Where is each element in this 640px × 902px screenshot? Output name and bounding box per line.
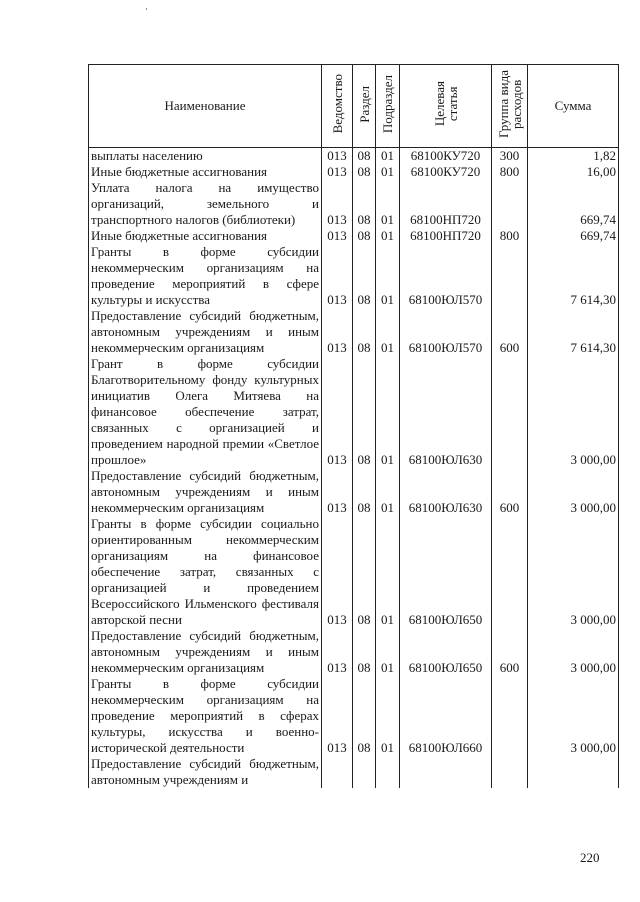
row-celevaya-cell: 68100ЮЛ660 [400,676,492,756]
table-row [89,628,619,676]
row-podrazdel-cell: 01 [376,148,400,165]
row-name-cell: Иные бюджетные ассигнования [89,164,322,180]
table-row [89,468,619,516]
row-podrazdel-cell: 01 [376,516,400,628]
row-razdel-cell: 08 [353,180,376,228]
row-summa-cell: 1,82 [528,148,619,165]
table-row [89,676,619,756]
row-name-cell: Уплата налога на имущество организаций, земельного и транспортного налогов (библиотеки) [89,180,322,228]
row-razdel-cell: 08 [353,244,376,308]
row-summa-cell: 3 000,00 [528,356,619,468]
row-celevaya-cell: 68100КУ720 [400,164,492,180]
page-number: 220 [580,850,600,865]
row-razdel-cell: 08 [353,164,376,180]
row-vedomstvo-cell: 013 [322,228,353,244]
row-celevaya-cell: 68100НП720 [400,228,492,244]
table-row [89,356,619,468]
row-gruppa-cell: 600 [492,308,528,356]
row-gruppa-cell: 800 [492,228,528,244]
row-vedomstvo-cell: 013 [322,308,353,356]
row-razdel-cell: 08 [353,628,376,676]
row-vedomstvo-cell: 013 [322,468,353,516]
row-summa-cell: 7 614,30 [528,244,619,308]
row-gruppa-cell [492,756,528,788]
row-podrazdel-cell: 01 [376,308,400,356]
header-name: Наименование [89,65,322,148]
row-summa-cell: 3 000,00 [528,468,619,516]
row-gruppa-cell [492,356,528,468]
row-celevaya-cell: 68100ЮЛ650 [400,516,492,628]
row-razdel-cell [353,756,376,788]
row-vedomstvo-cell: 013 [322,164,353,180]
scan-mark [146,8,147,10]
row-summa-cell: 669,74 [528,180,619,228]
table-row [89,148,619,165]
row-podrazdel-cell: 01 [376,356,400,468]
row-celevaya-cell: 68100ЮЛ630 [400,356,492,468]
row-vedomstvo-cell: 013 [322,516,353,628]
row-podrazdel-cell [376,756,400,788]
header-vedomstvo: Ведомство [322,65,353,148]
row-name-cell: выплаты населению [89,148,322,165]
row-gruppa-cell: 300 [492,148,528,165]
row-celevaya-cell [400,756,492,788]
row-celevaya-cell: 68100ЮЛ650 [400,628,492,676]
row-name-cell: Предоставление субсидий бюджетным, автономным учреждениям и иным некоммерческим организациям [89,308,322,356]
row-podrazdel-cell: 01 [376,228,400,244]
row-gruppa-cell [492,244,528,308]
row-vedomstvo-cell: 013 [322,676,353,756]
row-celevaya-cell: 68100КУ720 [400,148,492,165]
row-razdel-cell: 08 [353,228,376,244]
row-razdel-cell: 08 [353,676,376,756]
row-name-cell: Иные бюджетные ассигнования [89,228,322,244]
table-row [89,756,619,788]
row-name-cell: Гранты в форме субсидии некоммерческим организациям на проведение мероприятий в сфере культуры и искусства [89,244,322,308]
row-gruppa-cell [492,676,528,756]
row-gruppa-cell [492,516,528,628]
row-vedomstvo-cell: 013 [322,244,353,308]
row-summa-cell: 16,00 [528,164,619,180]
row-name-cell: Гранты в форме субсидии некоммерческим организациям на проведение мероприятий в сферах культуры, искусства и военно-исторической деятельности [89,676,322,756]
header-razdel: Раздел [353,65,376,148]
row-name-cell: Гранты в форме субсидии социально ориентированным некоммерческим организациям на финансовое обеспечение затрат, связанных с организацией и проведением Всероссийского Ильменского фестиваля авторской песни [89,516,322,628]
table-row [89,180,619,228]
table-row [89,228,619,244]
table-header-row [89,65,619,148]
header-celevaya-statya: Целевая статья [400,65,492,148]
row-summa-cell [528,756,619,788]
row-vedomstvo-cell: 013 [322,148,353,165]
row-razdel-cell: 08 [353,516,376,628]
row-celevaya-cell: 68100ЮЛ570 [400,244,492,308]
row-vedomstvo-cell [322,756,353,788]
row-gruppa-cell: 600 [492,468,528,516]
budget-table [88,64,619,788]
row-vedomstvo-cell: 013 [322,180,353,228]
row-razdel-cell: 08 [353,468,376,516]
row-name-cell: Предоставление субсидий бюджетным, автономным учреждениям и иным некоммерческим организациям [89,468,322,516]
table-body [89,148,619,789]
header-gruppa-rashodov: Группа вида расходов [492,65,528,148]
row-podrazdel-cell: 01 [376,468,400,516]
row-gruppa-cell [492,180,528,228]
row-podrazdel-cell: 01 [376,628,400,676]
row-podrazdel-cell: 01 [376,244,400,308]
table-row [89,164,619,180]
header-podrazdel: Подраздел [376,65,400,148]
row-vedomstvo-cell: 013 [322,628,353,676]
table-row [89,516,619,628]
row-name-cell: Предоставление субсидий бюджетным, автономным учреждениям и иным некоммерческим организациям [89,628,322,676]
table-row [89,308,619,356]
row-summa-cell: 3 000,00 [528,516,619,628]
row-gruppa-cell: 600 [492,628,528,676]
row-gruppa-cell: 800 [492,164,528,180]
row-celevaya-cell: 68100ЮЛ570 [400,308,492,356]
row-podrazdel-cell: 01 [376,676,400,756]
row-summa-cell: 7 614,30 [528,308,619,356]
row-name-cell: Грант в форме субсидии Благотворительному фонду культурных инициатив Олега Митяева на финансовое обеспечение затрат, связанных с организацией и проведением народной премии «Светлое прошлое» [89,356,322,468]
row-razdel-cell: 08 [353,148,376,165]
row-razdel-cell: 08 [353,308,376,356]
row-celevaya-cell: 68100ЮЛ630 [400,468,492,516]
row-summa-cell: 3 000,00 [528,676,619,756]
row-razdel-cell: 08 [353,356,376,468]
row-podrazdel-cell: 01 [376,164,400,180]
row-summa-cell: 3 000,00 [528,628,619,676]
row-vedomstvo-cell: 013 [322,356,353,468]
row-podrazdel-cell: 01 [376,180,400,228]
row-name-cell: Предоставление субсидий бюджетным, автономным учреждениям и [89,756,322,788]
row-summa-cell: 669,74 [528,228,619,244]
row-celevaya-cell: 68100НП720 [400,180,492,228]
header-summa: Сумма [528,65,619,148]
table-row [89,244,619,308]
